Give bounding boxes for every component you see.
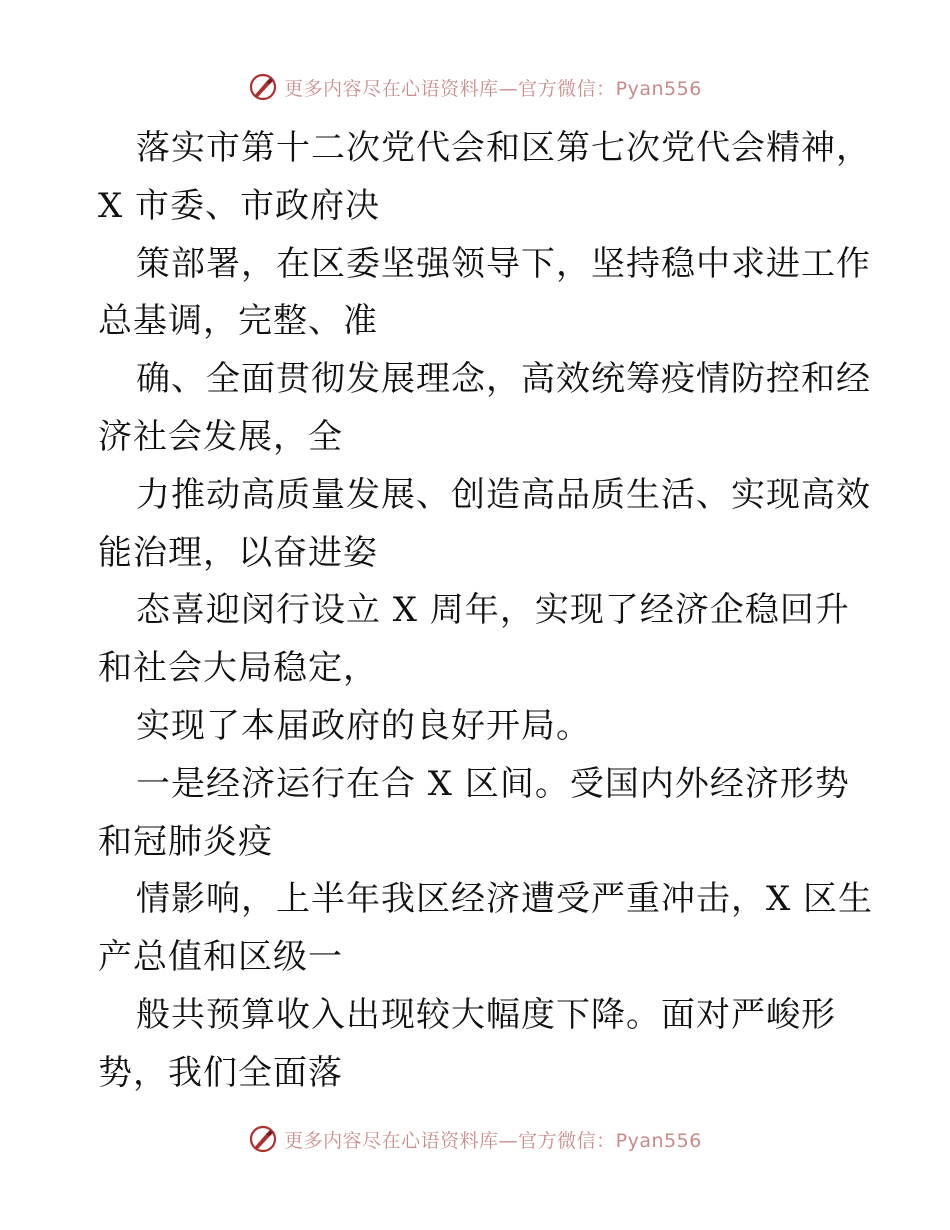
footer-watermark — [0, 1124, 950, 1154]
text-line: 情影响，上半年我区经济遭受严重冲击，X 区生 — [136, 879, 874, 920]
text-line: 力推动高质量发展、创造高品质生活、实现高效 — [136, 474, 871, 515]
text-line: 实现了本届政府的良好开局。 — [136, 705, 591, 746]
header-watermark — [0, 72, 950, 102]
text-line: 总基调，完整、准 — [98, 301, 378, 342]
text-line: 济社会发展，全 — [98, 416, 343, 457]
text-line: 一是经济运行在合 X 区间。受国内外经济形势 — [136, 763, 850, 804]
pen-logo-icon — [248, 1124, 278, 1154]
text-line: 策部署，在区委坚强领导下，坚持稳中求进工作 — [136, 243, 871, 284]
document-body — [98, 120, 874, 1103]
text-line: 势，我们全面落 — [98, 1052, 343, 1093]
text-line: 和社会大局稳定， — [98, 648, 378, 689]
text-line: 落实市第十二次党代会和区第七次党代会精神， — [136, 128, 871, 168]
pen-logo-icon — [248, 72, 278, 102]
text-line: 和冠肺炎疫 — [98, 821, 273, 862]
text-line: 态喜迎闵行设立 X 周年，实现了经济企稳回升 — [136, 590, 850, 631]
text-line: X 市委、市政府决 — [98, 185, 381, 226]
watermark-text: 更多内容尽在心语资料库—官方微信：Pyan556 — [284, 77, 702, 100]
text-line: 确、全面贯彻发展理念，高效统筹疫情防控和经 — [136, 359, 871, 400]
text-line: 产总值和区级一 — [98, 937, 343, 978]
text-line: 般共预算收入出现较大幅度下降。面对严峻形 — [136, 994, 836, 1035]
text-line: 能治理，以奋进姿 — [98, 532, 378, 573]
watermark-text: 更多内容尽在心语资料库—官方微信：Pyan556 — [284, 1129, 702, 1152]
